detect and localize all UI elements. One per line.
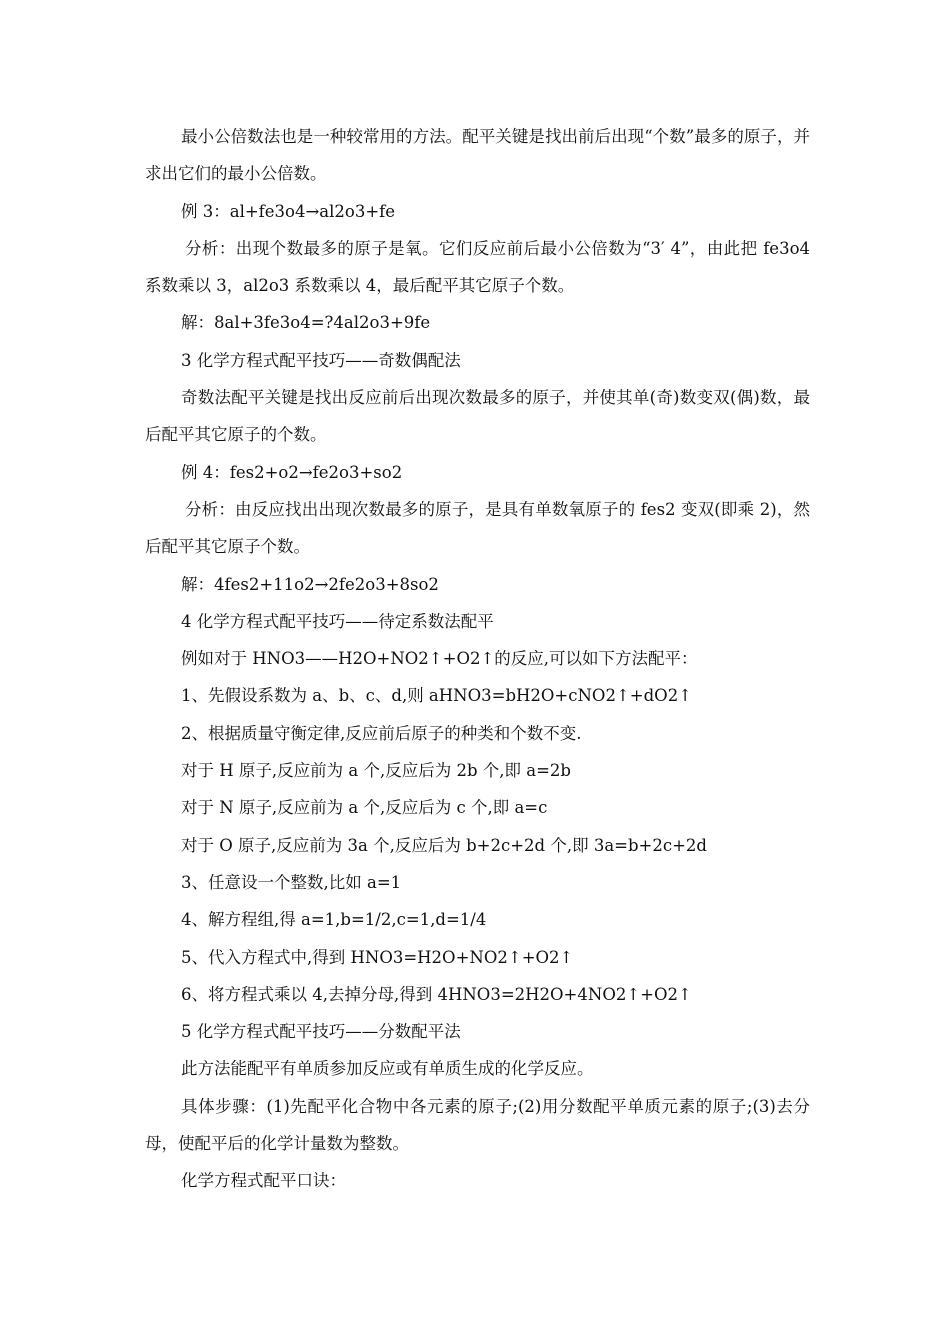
paragraph-solution-4: 解：4fes2+11o2→2fe2o3+8so2 — [181, 574, 439, 594]
paragraph-lcm-method: 最小公倍数法也是一种较常用的方法。配平关键是找出前后出现“个数”最多的原子，并求出它们的最小公倍数。 — [145, 127, 810, 184]
step-6: 6、将方程式乘以 4,去掉分母,得到 4HNO3=2H2O+4NO2↑+O2↑ — [181, 984, 692, 1004]
paragraph-analysis-3: 分析：出现个数最多的原子是氧。它们反应前后最小公倍数为“3′ 4”，由此把 fe3o4 系数乘以 3，al2o3 系数乘以 4，最后配平其它原子个数。 — [145, 238, 810, 296]
paragraph-fraction-intro: 此方法能配平有单质参加反应或有单质生成的化学反应。 — [181, 1059, 594, 1079]
document-body — [145, 118, 810, 1200]
step-1: 1、先假设系数为 a、b、c、d,则 aHNO3=bH2O+cNO2↑+dO2↑ — [181, 686, 693, 706]
paragraph-odd-even-method: 奇数法配平关键是找出反应前后出现次数最多的原子，并使其单(奇)数变双(偶)数，最后配平其它原子的个数。 — [145, 388, 810, 445]
paragraph-example-4: 例 4：fes2+o2→fe2o3+so2 — [181, 462, 403, 482]
section-heading-fraction-method: 5 化学方程式配平技巧——分数配平法 — [181, 1022, 461, 1042]
paragraph-analysis-4: 分析：由反应找出出现次数最多的原子，是具有单数氧原子的 fes2 变双(即乘 2)，然后配平其它原子个数。 — [145, 499, 810, 557]
step-4: 4、解方程组,得 a=1,b=1/2,c=1,d=1/4 — [181, 910, 487, 930]
paragraph-solution-3: 解：8al+3fe3o4=?4al2o3+9fe — [181, 313, 431, 333]
paragraph-example-hno3: 例如对于 HNO3——H2O+NO2↑+O2↑的反应,可以如下方法配平： — [181, 649, 698, 669]
step-5: 5、代入方程式中,得到 HNO3=H2O+NO2↑+O2↑ — [181, 947, 574, 967]
step-2-h-atom: 对于 H 原子,反应前为 a 个,反应后为 2b 个,即 a=2b — [181, 761, 571, 781]
paragraph-mnemonic-heading: 化学方程式配平口诀： — [181, 1171, 346, 1191]
step-3: 3、任意设一个整数,比如 a=1 — [181, 872, 402, 892]
step-2-n-atom: 对于 N 原子,反应前为 a 个,反应后为 c 个,即 a=c — [181, 798, 548, 818]
paragraph-fraction-steps: 具体步骤：(1)先配平化合物中各元素的原子;(2)用分数配平单质元素的原子;(3)去分母，使配平后的化学计量数为整数。 — [145, 1096, 810, 1154]
step-2: 2、根据质量守衡定律,反应前后原子的种类和个数不变. — [181, 723, 582, 743]
section-heading-undetermined-coefficients: 4 化学方程式配平技巧——待定系数法配平 — [181, 611, 494, 631]
step-2-o-atom: 对于 O 原子,反应前为 3a 个,反应后为 b+2c+2d 个,即 3a=b+2c+2d — [181, 835, 707, 855]
paragraph-example-3: 例 3：al+fe3o4→al2o3+fe — [181, 201, 396, 221]
section-heading-odd-even: 3 化学方程式配平技巧——奇数偶配法 — [181, 350, 461, 370]
